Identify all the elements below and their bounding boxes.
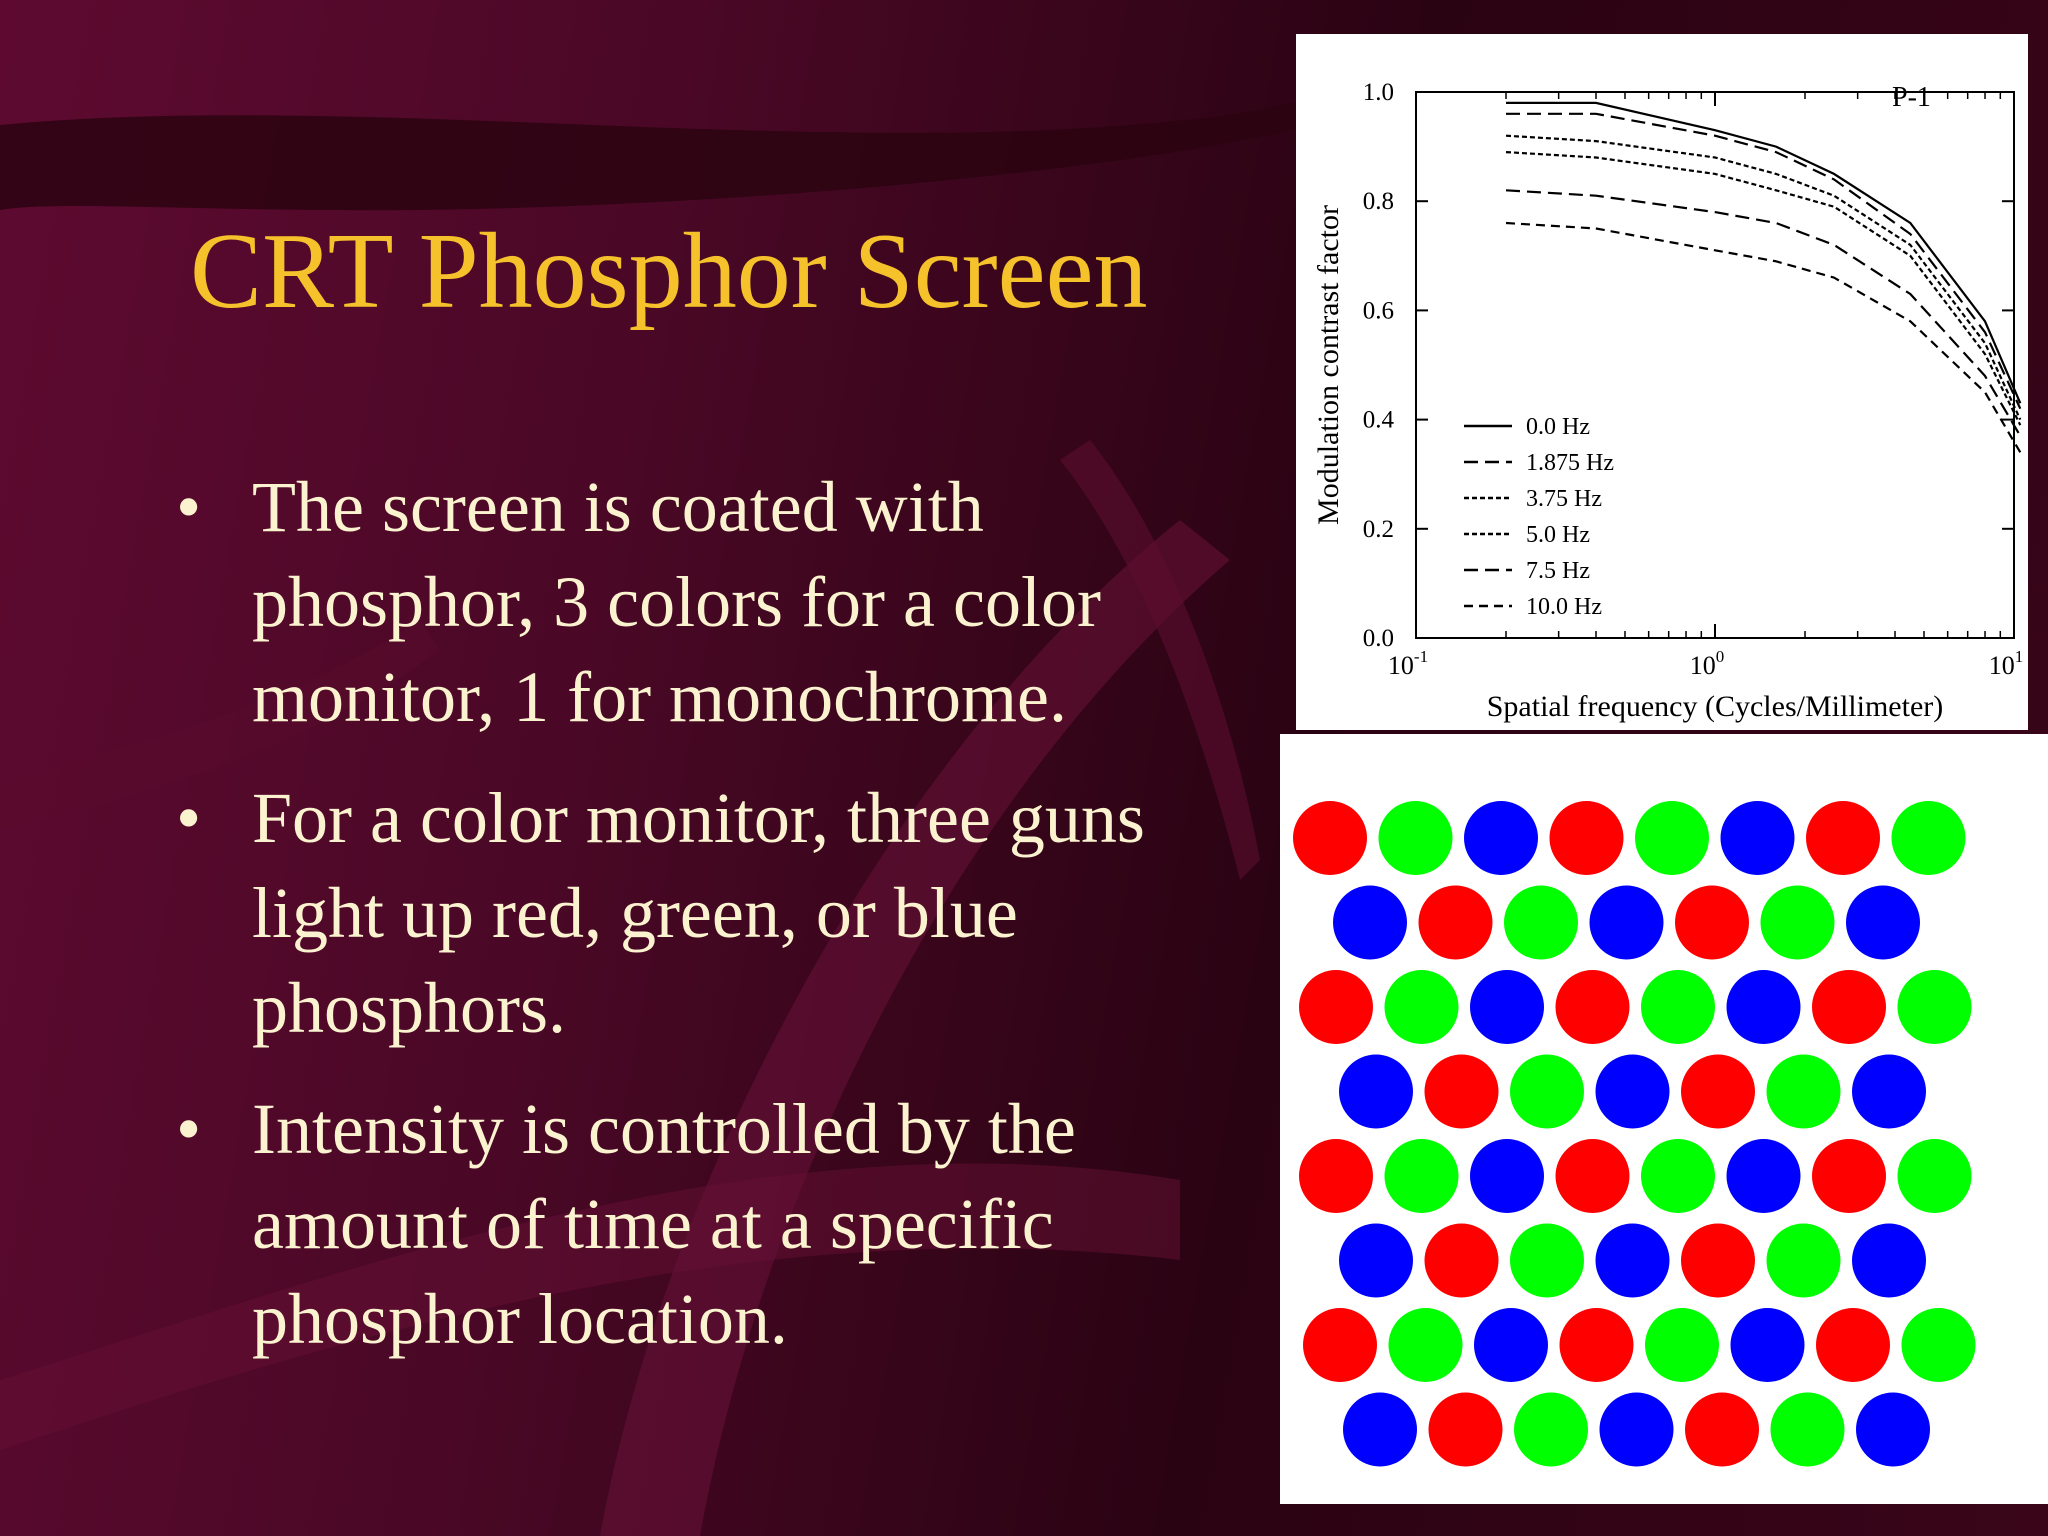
y-tick-label: 0.6 — [1362, 297, 1394, 325]
green-phosphor-dot — [1767, 1055, 1841, 1129]
red-phosphor-dot — [1812, 970, 1886, 1044]
x-tick-label: $10^0$ — [1689, 647, 1725, 680]
x-axis-label: Spatial frequency (Cycles/Millimeter) — [1486, 690, 1944, 723]
bullet-glyph: • — [176, 778, 202, 858]
red-phosphor-dot — [1303, 1308, 1377, 1382]
red-phosphor-dot — [1685, 1393, 1759, 1467]
blue-phosphor-dot — [1852, 1055, 1926, 1129]
red-phosphor-dot — [1429, 1393, 1503, 1467]
slide-title: CRT Phosphor Screen — [190, 212, 1148, 331]
blue-phosphor-dot — [1596, 1055, 1670, 1129]
y-tick-label: 0.0 — [1362, 625, 1394, 652]
green-phosphor-dot — [1898, 1139, 1972, 1213]
blue-phosphor-dot — [1852, 1224, 1926, 1298]
red-phosphor-dot — [1816, 1308, 1890, 1382]
blue-phosphor-dot — [1727, 1139, 1801, 1213]
blue-phosphor-dot — [1343, 1393, 1417, 1467]
legend-label: 5.0 Hz — [1526, 522, 1590, 548]
red-phosphor-dot — [1681, 1055, 1755, 1129]
mtf-chart-panel — [1296, 34, 2028, 730]
red-phosphor-dot — [1419, 886, 1493, 960]
green-phosphor-dot — [1510, 1224, 1584, 1298]
bullet-text: Intensity is controlled by the amount of time at a specific phosphor location. — [252, 1089, 1076, 1359]
red-phosphor-dot — [1812, 1139, 1886, 1213]
green-phosphor-dot — [1379, 801, 1453, 875]
legend-label: 0.0 Hz — [1526, 414, 1590, 440]
green-phosphor-dot — [1389, 1308, 1463, 1382]
green-phosphor-dot — [1898, 970, 1972, 1044]
red-phosphor-dot — [1299, 970, 1373, 1044]
y-tick-label: 1.0 — [1362, 79, 1394, 106]
green-phosphor-dot — [1767, 1224, 1841, 1298]
red-phosphor-dot — [1299, 1139, 1373, 1213]
blue-phosphor-dot — [1727, 970, 1801, 1044]
blue-phosphor-dot — [1470, 1139, 1544, 1213]
red-phosphor-dot — [1556, 1139, 1630, 1213]
bullet-glyph: • — [176, 467, 202, 547]
mtf-chart — [1296, 34, 2028, 730]
bullet-text: For a color monitor, three guns light up red, green, or blue phosphors. — [252, 778, 1145, 1048]
x-tick-label: $10^{-1}$ — [1387, 647, 1429, 680]
red-phosphor-dot — [1425, 1055, 1499, 1129]
green-phosphor-dot — [1514, 1393, 1588, 1467]
chart-annotation: P-1 — [1892, 82, 1931, 113]
blue-phosphor-dot — [1333, 886, 1407, 960]
blue-phosphor-dot — [1721, 801, 1795, 875]
blue-phosphor-dot — [1731, 1308, 1805, 1382]
phosphor-dot-grid — [1280, 734, 2048, 1504]
y-tick-label: 0.8 — [1362, 188, 1394, 216]
red-phosphor-dot — [1675, 886, 1749, 960]
green-phosphor-dot — [1641, 970, 1715, 1044]
y-tick-label: 0.4 — [1362, 406, 1394, 434]
legend-label: 3.75 Hz — [1526, 486, 1602, 512]
green-phosphor-dot — [1641, 1139, 1715, 1213]
blue-phosphor-dot — [1856, 1393, 1930, 1467]
blue-phosphor-dot — [1590, 886, 1664, 960]
bullet-text: The screen is coated with phosphor, 3 colors for a color monitor, 1 for monochrome. — [252, 467, 1101, 737]
bullet-item — [170, 1082, 1230, 1367]
series-line — [1506, 114, 2020, 409]
x-tick-label: $10^1$ — [1988, 647, 2024, 680]
blue-phosphor-dot — [1600, 1393, 1674, 1467]
bullet-glyph: • — [176, 1089, 202, 1169]
green-phosphor-dot — [1761, 886, 1835, 960]
blue-phosphor-dot — [1464, 801, 1538, 875]
y-tick-label: 0.2 — [1362, 515, 1394, 543]
blue-phosphor-dot — [1339, 1055, 1413, 1129]
legend-label: 10.0 Hz — [1526, 594, 1602, 620]
green-phosphor-dot — [1510, 1055, 1584, 1129]
blue-phosphor-dot — [1846, 886, 1920, 960]
red-phosphor-dot — [1560, 1308, 1634, 1382]
red-phosphor-dot — [1806, 801, 1880, 875]
red-phosphor-dot — [1681, 1224, 1755, 1298]
bullet-item — [170, 460, 1230, 745]
bullet-list — [170, 460, 1230, 1393]
green-phosphor-dot — [1902, 1308, 1976, 1382]
blue-phosphor-dot — [1470, 970, 1544, 1044]
red-phosphor-dot — [1556, 970, 1630, 1044]
green-phosphor-dot — [1385, 1139, 1459, 1213]
blue-phosphor-dot — [1474, 1308, 1548, 1382]
y-axis-label: Modulation contrast factor — [1312, 205, 1345, 525]
green-phosphor-dot — [1385, 970, 1459, 1044]
phosphor-dot-panel — [1280, 734, 2048, 1504]
green-phosphor-dot — [1504, 886, 1578, 960]
blue-phosphor-dot — [1596, 1224, 1670, 1298]
green-phosphor-dot — [1892, 801, 1966, 875]
red-phosphor-dot — [1425, 1224, 1499, 1298]
red-phosphor-dot — [1550, 801, 1624, 875]
red-phosphor-dot — [1293, 801, 1367, 875]
green-phosphor-dot — [1645, 1308, 1719, 1382]
legend-label: 1.875 Hz — [1526, 450, 1614, 476]
bullet-item — [170, 771, 1230, 1056]
blue-phosphor-dot — [1339, 1224, 1413, 1298]
green-phosphor-dot — [1771, 1393, 1845, 1467]
legend-label: 7.5 Hz — [1526, 558, 1590, 584]
green-phosphor-dot — [1635, 801, 1709, 875]
